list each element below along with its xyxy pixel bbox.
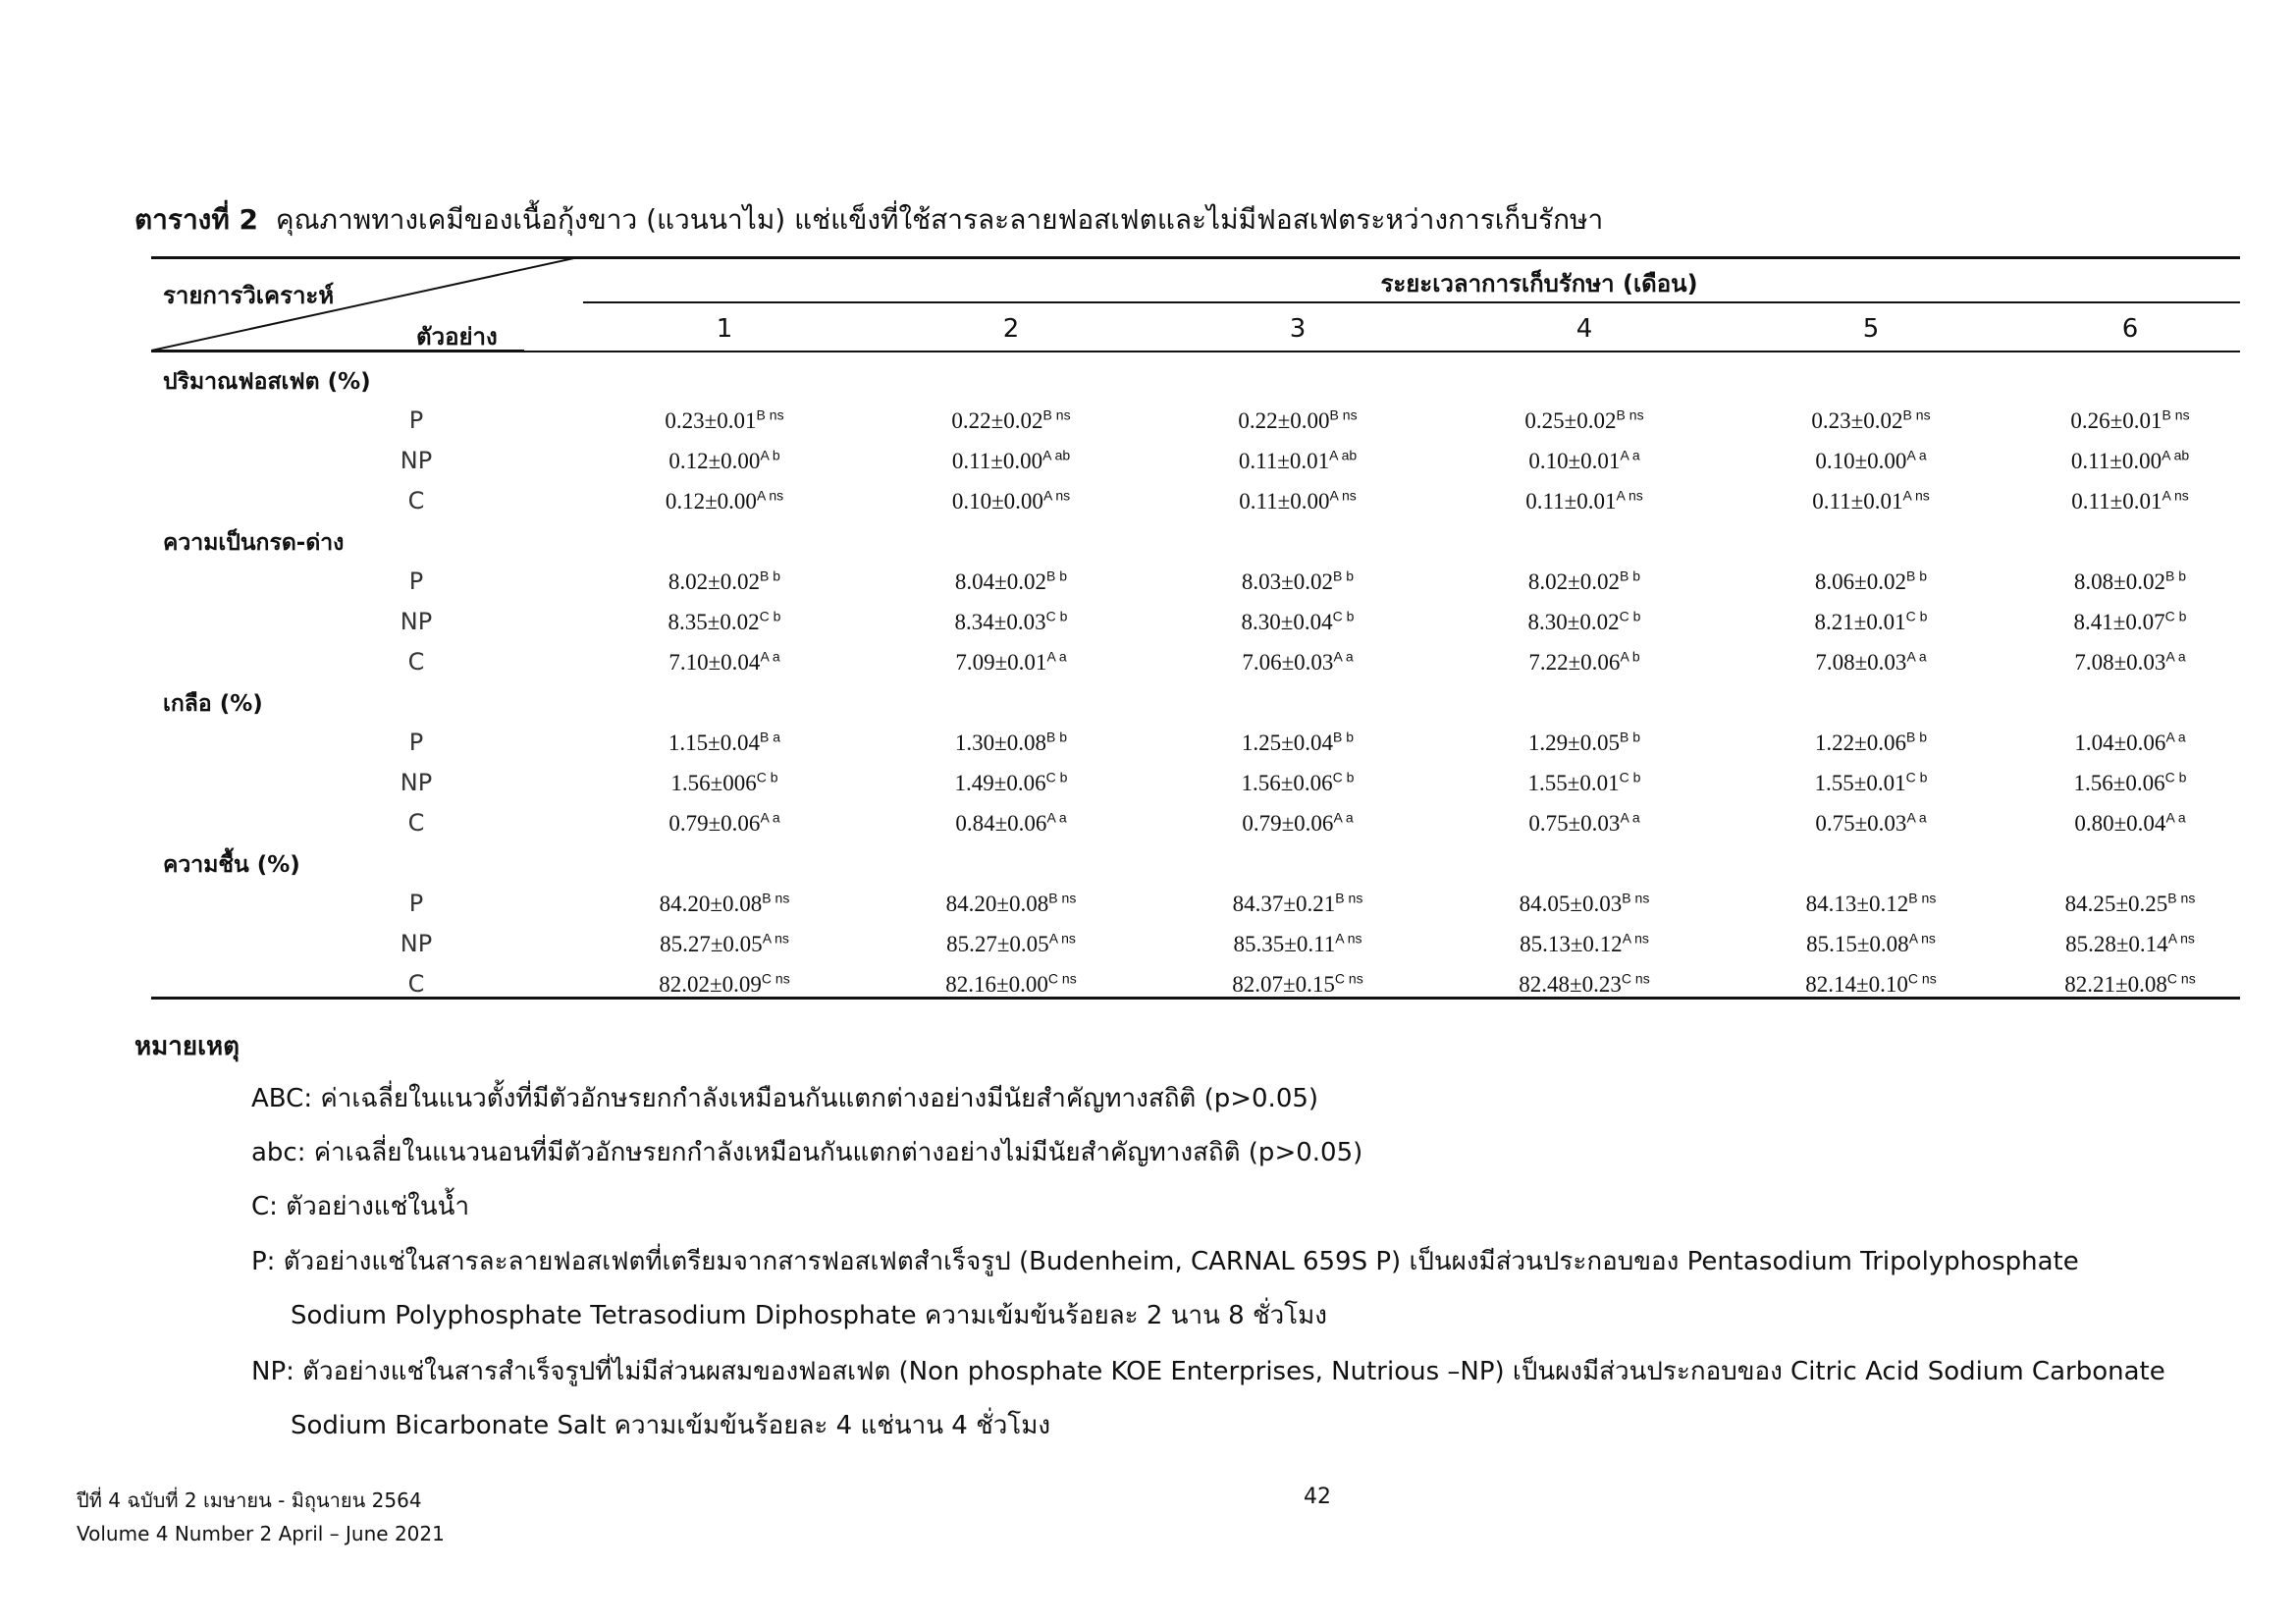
cell-value: 82.48±0.23 (1519, 972, 1622, 997)
cell-value: 8.35±0.02 (667, 610, 760, 634)
table-cell (1806, 892, 1937, 917)
cell-significance: A a (760, 809, 780, 826)
cell-value: 0.26±0.01 (2070, 408, 2163, 433)
table-cell (1233, 892, 1363, 917)
table-cell (1239, 449, 1357, 474)
cell-value: 82.21±0.08 (2064, 972, 2167, 997)
cell-significance: A a (1906, 447, 1927, 463)
cell-value: 0.11±0.00 (951, 449, 1043, 473)
table-cell (670, 771, 777, 796)
cell-value: 1.25±0.04 (1241, 731, 1334, 755)
cell-value: 1.56±006 (670, 771, 757, 795)
note-p-continued: Sodium Polyphosphate Tetrasodium Diphosphate ความเข้มข้นร้อยละ 2 นาน 8 ชั่วโมง (291, 1301, 1327, 1330)
cell-significance: A a (1906, 648, 1927, 665)
cell-value: 82.16±0.00 (945, 972, 1048, 997)
table-cell (955, 811, 1066, 837)
cell-value: 85.27±0.05 (946, 932, 1049, 956)
cell-significance: B ns (1616, 406, 1644, 423)
cell-significance: C b (1619, 769, 1641, 785)
cell-significance: A ab (2162, 447, 2190, 463)
table-cell (946, 892, 1077, 917)
cell-significance: C b (1332, 769, 1355, 785)
table-row (151, 560, 2240, 600)
cell-significance: B ns (762, 890, 790, 906)
table-row (151, 479, 2240, 519)
table-cell (1242, 771, 1355, 796)
table-row (151, 399, 2240, 439)
cell-value: 1.29±0.05 (1527, 731, 1621, 755)
table-cell (1242, 731, 1354, 756)
cell-value: 7.10±0.04 (668, 650, 761, 675)
cell-significance: A ns (1902, 487, 1930, 504)
cell-value: 0.11±0.01 (1238, 449, 1330, 473)
table-cell (668, 811, 779, 837)
table-cell (2074, 731, 2185, 756)
cell-value: 0.79±0.06 (668, 811, 761, 836)
cell-value: 7.06±0.03 (1242, 650, 1334, 675)
cell-value: 8.04±0.02 (954, 569, 1047, 594)
cell-significance: B b (2165, 568, 2187, 584)
sample-label: NP (400, 769, 433, 796)
table-cell (1242, 811, 1353, 837)
table-cell (2065, 932, 2195, 957)
cell-significance: A a (1046, 809, 1067, 826)
table-cell (2071, 449, 2189, 474)
cell-value: 7.08±0.03 (2074, 650, 2166, 675)
table-cell (1815, 650, 1926, 676)
sample-label: C (407, 487, 425, 514)
cell-significance: A a (1333, 648, 1354, 665)
cell-value: 84.37±0.21 (1232, 892, 1336, 916)
table-cell (1525, 489, 1643, 514)
cell-value: 84.13±0.12 (1805, 892, 1909, 916)
table-cell (1528, 650, 1639, 676)
table-cell (660, 892, 790, 917)
cell-significance: A ns (2162, 487, 2189, 504)
table-cell (668, 650, 779, 676)
cell-significance: A ns (1042, 487, 1071, 504)
cell-significance: B ns (1908, 890, 1937, 906)
table-cell (2065, 892, 2196, 917)
cell-value: 0.22±0.00 (1238, 408, 1330, 433)
cell-value: 1.49±0.06 (954, 771, 1046, 795)
table-cell (1815, 811, 1926, 837)
cell-value: 0.11±0.00 (2070, 449, 2163, 473)
cell-significance: A ns (1616, 487, 1643, 504)
sample-label: NP (400, 447, 433, 474)
sample-label: P (408, 568, 424, 595)
table-cell (1811, 408, 1930, 434)
month-header: 5 (1862, 314, 1880, 344)
cell-value: 1.55±0.01 (1527, 771, 1620, 795)
cell-value: 1.56±0.06 (2073, 771, 2165, 795)
group-label: ปริมาณฟอสเฟต (%) (163, 369, 371, 395)
cell-value: 82.07±0.15 (1232, 972, 1335, 997)
cell-value: 84.20±0.08 (659, 892, 763, 916)
cell-value: 1.15±0.04 (667, 731, 761, 755)
cell-value: 0.11±0.00 (1239, 489, 1330, 514)
cell-value: 8.41±0.07 (2073, 610, 2165, 634)
cell-value: 0.79±0.06 (1242, 811, 1334, 836)
table-cell (1233, 932, 1362, 957)
table-cell (1806, 932, 1936, 957)
cell-significance: C b (1332, 608, 1355, 624)
month-header: 3 (1289, 314, 1307, 344)
table-cell (1815, 731, 1927, 756)
table-cell (1520, 932, 1649, 957)
group-label: เกลือ (%) (163, 691, 263, 717)
cell-significance: B b (1046, 729, 1068, 745)
cell-significance: A ns (756, 487, 784, 504)
group-label: ความเป็นกรด-ด่าง (163, 530, 345, 556)
note-np-continued: Sodium Bicarbonate Salt ความเข้มข้นร้อยละ 4 แช่นาน 4 ชั่วโมง (291, 1411, 1051, 1440)
cell-value: 0.75±0.03 (1528, 811, 1621, 836)
cell-significance: A ns (2167, 930, 2195, 947)
table-cell (1520, 892, 1650, 917)
table-cell (955, 771, 1068, 796)
table-caption-label: ตารางที่ 2 (134, 203, 259, 236)
cell-value: 8.30±0.02 (1527, 610, 1620, 634)
cell-value: 1.04±0.06 (2074, 731, 2166, 755)
sample-label: NP (400, 608, 433, 635)
cell-value: 8.21±0.01 (1814, 610, 1906, 634)
table-cell (1524, 408, 1643, 434)
sample-label: P (408, 890, 424, 917)
cell-value: 85.13±0.12 (1520, 932, 1623, 956)
table-cell (2074, 569, 2186, 595)
cell-value: 0.12±0.00 (668, 449, 761, 473)
group-row (151, 680, 2240, 721)
table-cell (945, 972, 1076, 998)
table-cell (1815, 449, 1926, 474)
cell-value: 8.03±0.02 (1241, 569, 1334, 594)
cell-significance: A ns (1048, 930, 1076, 947)
note-c: C: ตัวอย่างแช่ในน้ำ (251, 1192, 470, 1221)
group-label: ความชื้น (%) (163, 852, 300, 878)
cell-value: 8.02±0.02 (667, 569, 761, 594)
cell-value: 0.10±0.01 (1528, 449, 1621, 473)
header-sample: ตัวอย่าง (416, 323, 498, 351)
cell-value: 85.15±0.08 (1806, 932, 1909, 956)
month-header: 4 (1575, 314, 1593, 344)
cell-significance: A a (1620, 809, 1640, 826)
table-cell (2074, 610, 2187, 635)
group-row (151, 358, 2240, 399)
cell-significance: B ns (2167, 890, 2196, 906)
table-cell (1528, 811, 1639, 837)
table-caption-text: คุณภาพทางเคมีของเนื้อกุ้งขาว (แวนนาไม) แช่แข็งที่ใช้สารละลายฟอสเฟตและไม่มีฟอสเฟตระหว่างการเก็บรักษา (275, 203, 1604, 236)
cell-significance: C b (1619, 608, 1641, 624)
table-cell (955, 731, 1067, 756)
cell-significance: C ns (1047, 970, 1077, 987)
note-abc-lower: abc: ค่าเฉลี่ยในแนวนอนที่มีตัวอักษรยกกำลังเหมือนกันแตกต่างอย่างไม่มีนัยสำคัญทางสถิติ (p>0.05) (251, 1138, 1363, 1167)
cell-value: 0.80±0.04 (2074, 811, 2166, 836)
cell-significance: A b (1620, 648, 1640, 665)
table-cell (1815, 610, 1928, 635)
cell-significance: C b (1905, 769, 1928, 785)
table-cell (955, 610, 1068, 635)
table-cell (2071, 489, 2189, 514)
month-header: 6 (2121, 314, 2139, 344)
notes-title: หมายเหตุ (134, 1032, 240, 1061)
month-header: 2 (1002, 314, 1020, 344)
cell-significance: B b (1906, 568, 1928, 584)
cell-significance: A ab (1329, 447, 1358, 463)
cell-significance: B b (1333, 729, 1355, 745)
table-cell (952, 489, 1070, 514)
table-cell (1232, 972, 1362, 998)
cell-significance: A a (1620, 447, 1640, 463)
table-cell (1242, 650, 1353, 676)
table-row (151, 721, 2240, 761)
cell-significance: A a (1046, 648, 1067, 665)
table-caption (134, 198, 1603, 242)
sample-label: P (408, 406, 424, 434)
cell-significance: B ns (1622, 890, 1650, 906)
table-cell (668, 731, 780, 756)
header-analysis-items: รายการวิเคราะห์ (163, 282, 335, 309)
cell-significance: C ns (1334, 970, 1363, 987)
table-cell (1528, 731, 1640, 756)
cell-value: 0.11±0.01 (1525, 489, 1617, 514)
cell-value: 1.56±0.06 (1241, 771, 1333, 795)
group-row (151, 841, 2240, 882)
cell-value: 0.75±0.03 (1815, 811, 1907, 836)
cell-significance: C b (759, 608, 781, 624)
sample-label: C (407, 648, 425, 676)
cell-significance: B b (1620, 568, 1641, 584)
cell-significance: A b (760, 447, 780, 463)
cell-value: 0.12±0.00 (665, 489, 757, 514)
cell-value: 0.23±0.01 (665, 408, 757, 433)
cell-value: 85.27±0.05 (660, 932, 763, 956)
table-cell (952, 449, 1070, 474)
cell-value: 8.02±0.02 (1527, 569, 1621, 594)
cell-significance: A a (2165, 729, 2186, 745)
table-cell (668, 449, 779, 474)
cell-significance: B b (760, 568, 781, 584)
cell-value: 8.34±0.03 (954, 610, 1046, 634)
table-cell (668, 610, 781, 635)
footer-issue-english: Volume 4 Number 2 April – June 2021 (77, 1522, 445, 1545)
cell-significance: B b (1620, 729, 1641, 745)
table-cell (1242, 610, 1355, 635)
sample-label: NP (400, 930, 433, 957)
table-cell (1805, 972, 1936, 998)
table-cell (1528, 771, 1641, 796)
table-row (151, 439, 2240, 479)
cell-significance: C b (2164, 608, 2187, 624)
table-row (151, 882, 2240, 922)
cell-value: 1.30±0.08 (954, 731, 1047, 755)
table-cell (660, 932, 789, 957)
cell-value: 1.55±0.01 (1814, 771, 1906, 795)
cell-significance: B b (1906, 729, 1928, 745)
sample-label: C (407, 809, 425, 837)
cell-value: 0.10±0.00 (1815, 449, 1907, 473)
table-cell (955, 650, 1066, 676)
sample-label: P (408, 729, 424, 756)
table-cell (951, 408, 1070, 434)
cell-significance: B ns (1902, 406, 1931, 423)
cell-significance: B ns (1329, 406, 1358, 423)
note-abc-upper: ABC: ค่าเฉลี่ยในแนวตั้งที่มีตัวอักษรยกกำลังเหมือนกันแตกต่างอย่างมีนัยสำคัญทางสถิติ (p>0.05) (251, 1084, 1319, 1113)
cell-significance: C b (1045, 608, 1068, 624)
cell-significance: C ns (761, 970, 790, 987)
table-cell (955, 569, 1067, 595)
table-row (151, 600, 2240, 640)
cell-value: 7.09±0.01 (955, 650, 1047, 675)
cell-value: 8.08±0.02 (2073, 569, 2166, 594)
cell-significance: C b (1045, 769, 1068, 785)
table-cell (2070, 408, 2189, 434)
table-cell (2074, 650, 2185, 676)
cell-significance: C b (1905, 608, 1928, 624)
chemical-quality-table (151, 256, 2240, 1000)
cell-significance: B ns (2162, 406, 2190, 423)
cell-significance: B b (1333, 568, 1355, 584)
cell-significance: B b (1046, 568, 1068, 584)
cell-significance: A ab (1042, 447, 1071, 463)
table-cell (2074, 811, 2185, 837)
table-cell (946, 932, 1076, 957)
cell-significance: C b (756, 769, 778, 785)
cell-significance: A a (1333, 809, 1354, 826)
cell-value: 0.84±0.06 (955, 811, 1047, 836)
table-cell (1528, 610, 1641, 635)
table-row (151, 761, 2240, 801)
table-cell (1528, 449, 1639, 474)
table-cell (659, 972, 789, 998)
cell-value: 1.22±0.06 (1814, 731, 1907, 755)
cell-significance: C b (2164, 769, 2187, 785)
page-number: 42 (1304, 1485, 1331, 1509)
cell-value: 0.10±0.00 (951, 489, 1043, 514)
cell-significance: C ns (1621, 970, 1650, 987)
table-cell (1812, 489, 1930, 514)
table-cell (1815, 771, 1928, 796)
cell-significance: B ns (1335, 890, 1363, 906)
cell-value: 84.20±0.08 (945, 892, 1049, 916)
table-cell (1242, 569, 1354, 595)
cell-significance: A a (1906, 809, 1927, 826)
group-row (151, 519, 2240, 560)
cell-value: 0.25±0.02 (1524, 408, 1617, 433)
footer-issue-thai: ปีที่ 4 ฉบับที่ 2 เมษายน - มิถุนายน 2564 (77, 1489, 422, 1512)
cell-significance: A ns (1335, 930, 1362, 947)
table-cell (2064, 972, 2195, 998)
cell-value: 85.28±0.14 (2065, 932, 2168, 956)
table-cell (1239, 489, 1357, 514)
note-np: NP: ตัวอย่างแช่ในสารสำเร็จรูปที่ไม่มีส่วนผสมของฟอสเฟต (Non phosphate KOE Enterprises, Nutrious –NP) เป็นผงมีส่วนประกอบของ Citric Acid Sodium Carbonate (251, 1357, 2165, 1386)
cell-value: 0.23±0.02 (1811, 408, 1903, 433)
table-cell (1815, 569, 1927, 595)
cell-significance: C ns (2166, 970, 2196, 987)
cell-significance: A a (760, 648, 780, 665)
cell-value: 7.22±0.06 (1528, 650, 1621, 675)
table-cell (665, 408, 783, 434)
cell-significance: A ns (1329, 487, 1357, 504)
cell-significance: A a (2165, 809, 2186, 826)
cell-significance: A ns (762, 930, 789, 947)
cell-value: 8.30±0.04 (1241, 610, 1333, 634)
table-row (151, 922, 2240, 962)
cell-significance: B ns (1042, 406, 1071, 423)
cell-value: 82.02±0.09 (659, 972, 762, 997)
cell-value: 84.25±0.25 (2064, 892, 2168, 916)
cell-significance: B ns (756, 406, 784, 423)
note-p: P: ตัวอย่างแช่ในสารละลายฟอสเฟตที่เตรียมจากสารฟอสเฟตสำเร็จรูป (Budenheim, CARNAL 659S P) เป็นผงมีส่วนประกอบของ Pentasodium Tripolyphosphate (251, 1247, 2079, 1276)
cell-value: 82.14±0.10 (1805, 972, 1908, 997)
cell-significance: A ns (1622, 930, 1649, 947)
table-row (151, 962, 2240, 1002)
table-cell (668, 569, 780, 595)
table-cell (1238, 408, 1357, 434)
table-cell (1528, 569, 1640, 595)
cell-significance: A a (2165, 648, 2186, 665)
table-cell (1519, 972, 1649, 998)
cell-significance: B a (760, 729, 781, 745)
header-storage-period: ระยะเวลาการเก็บรักษา (เดือน) (1380, 270, 1698, 298)
sample-label: C (407, 970, 425, 998)
cell-value: 0.11±0.01 (2071, 489, 2163, 514)
table-row (151, 801, 2240, 841)
cell-value: 8.06±0.02 (1814, 569, 1907, 594)
cell-significance: C ns (1907, 970, 1937, 987)
cell-value: 0.11±0.01 (1812, 489, 1903, 514)
cell-value: 84.05±0.03 (1519, 892, 1623, 916)
cell-significance: B ns (1048, 890, 1077, 906)
table-cell (2074, 771, 2187, 796)
month-header: 1 (716, 314, 733, 344)
table-row (151, 640, 2240, 680)
cell-value: 85.35±0.11 (1233, 932, 1336, 956)
table-cell (666, 489, 783, 514)
cell-value: 7.08±0.03 (1815, 650, 1907, 675)
cell-significance: A ns (1908, 930, 1936, 947)
cell-value: 0.22±0.02 (951, 408, 1043, 433)
